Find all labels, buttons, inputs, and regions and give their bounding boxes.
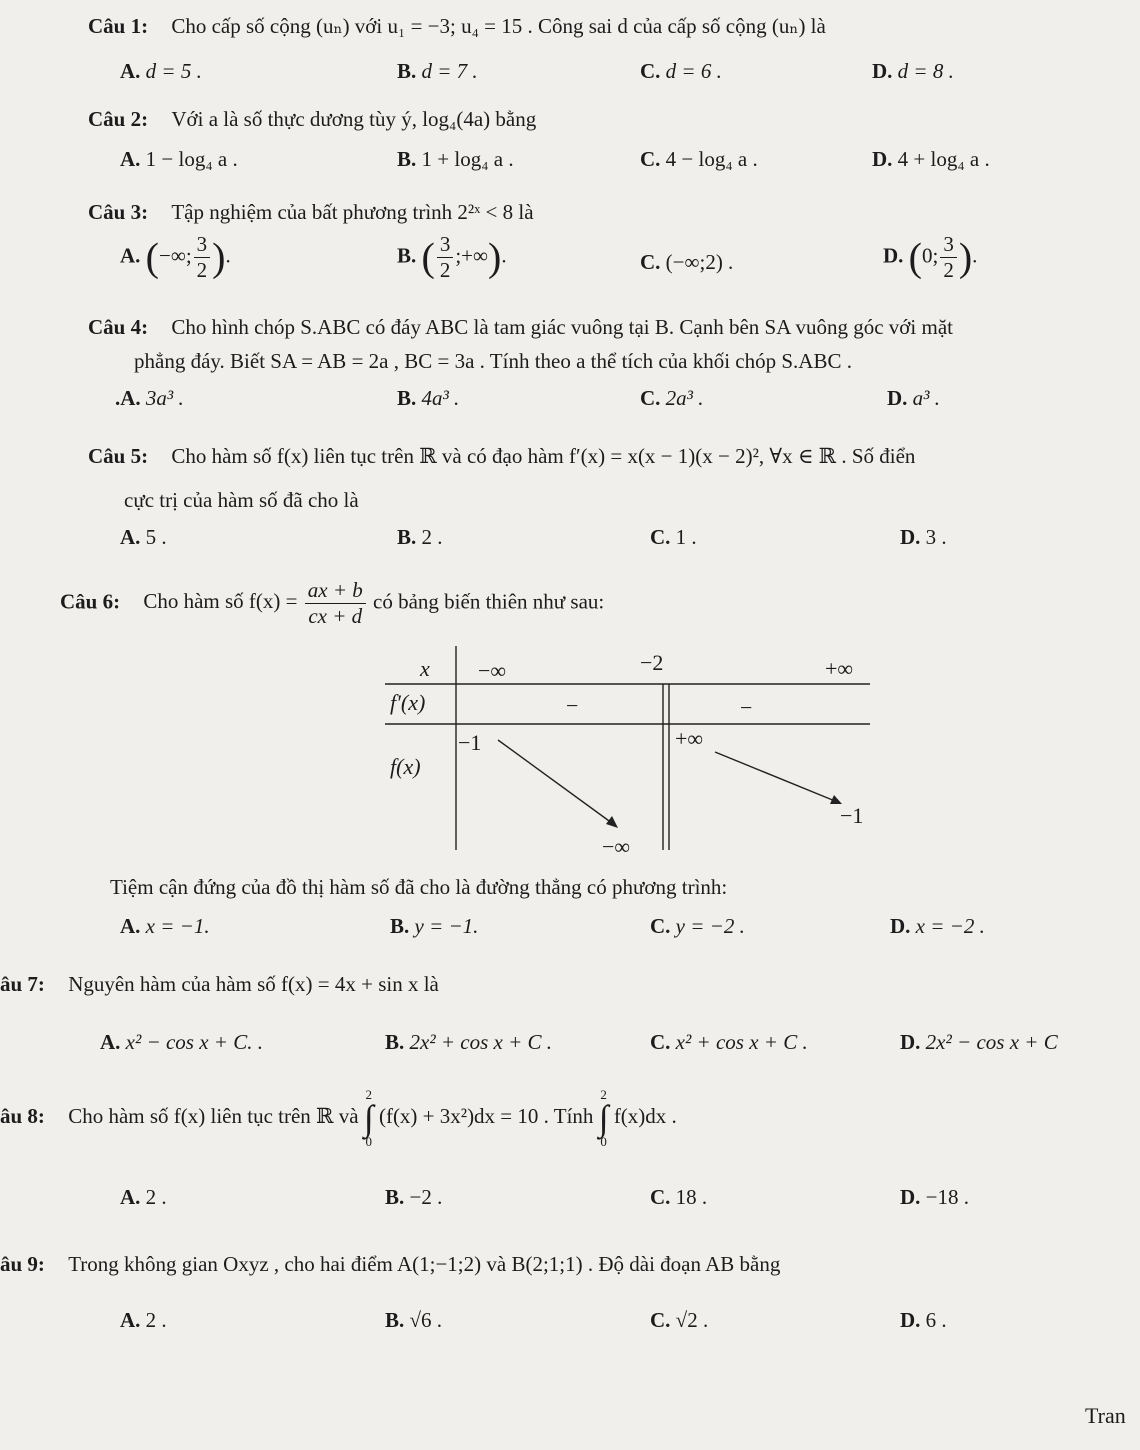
q5-option-a[interactable]: A. 5 .: [120, 525, 167, 549]
bbt-x-label: x: [420, 656, 430, 681]
q2-text: Với a là số thực dương tùy ý, log₄(4a) bằng: [171, 107, 537, 131]
q6-option-d[interactable]: D. x = −2 .: [890, 914, 985, 938]
q5-line2: cực trị của hàm số đã cho là: [124, 488, 359, 512]
q8-option-a[interactable]: A. 2 .: [120, 1185, 167, 1209]
q9-text: Trong không gian Oxyz , cho hai điểm A(1;−1;2) và B(2;1;1) . Độ dài đoạn AB bằng: [68, 1252, 781, 1276]
q4-option-d[interactable]: D. a³ .: [887, 386, 940, 410]
bbt-f-right-bottom: −1: [840, 803, 864, 828]
q7-option-a[interactable]: A. x² − cos x + C. .: [100, 1030, 263, 1054]
page-footer-text: Tran: [1085, 1403, 1126, 1428]
q1-option-b[interactable]: B. d = 7 .: [397, 59, 478, 83]
integral-sign: 2 ∫ 0: [598, 1087, 609, 1150]
q6-label: Câu 6:: [60, 589, 121, 614]
variation-table-lines: [380, 638, 880, 858]
variation-table: [380, 638, 880, 858]
q6-option-b[interactable]: B. y = −1.: [390, 914, 479, 938]
q7-label: âu 7:: [0, 972, 45, 996]
q4-line2: phẳng đáy. Biết SA = AB = 2a , BC = 3a . Tính theo a thể tích của khối chóp S.ABC .: [134, 349, 852, 373]
q6-stem: Câu 6: Cho hàm số f(x) = $\frac{ax + b}{cx + d}$ có bảng biến thiên như sau:: [60, 578, 605, 628]
q8-stem: âu 8: Cho hàm số f(x) liên tục trên ℝ và 2 ∫ 0 (f(x) + 3x²)dx = 10 . Tính 2 ∫ 0 f(x)dx .: [0, 1087, 677, 1150]
q1-text: Cho cấp số cộng (uₙ) với u₁ = −3; u₄ = 15 . Công sai d của cấp số cộng (uₙ) là: [171, 14, 826, 38]
bbt-x-plus-inf: +∞: [825, 656, 854, 681]
q9-option-d[interactable]: D. 6 .: [900, 1308, 947, 1332]
q7-stem: [0, 970, 439, 998]
q1-option-c[interactable]: C. d = 6 .: [640, 59, 722, 83]
q3-stem: [88, 198, 534, 226]
bbt-f-left-bottom: −∞: [602, 834, 631, 859]
q1-option-d[interactable]: D. d = 8 .: [872, 59, 954, 83]
bbt-f-left-top: −1: [458, 730, 482, 755]
q7-option-c[interactable]: C. x² + cos x + C .: [650, 1030, 808, 1054]
q4-option-a[interactable]: .A. 3a³ .: [115, 386, 184, 410]
q3-option-c[interactable]: C. (−∞;2) .: [640, 250, 734, 274]
integral-sign: 2 ∫ 0: [363, 1087, 374, 1150]
q2-option-c[interactable]: C. 4 − log₄ a .: [640, 147, 758, 171]
q4-label: Câu 4:: [88, 315, 149, 339]
bbt-fprime-sign-right: −: [740, 695, 753, 720]
q6-line2: Tiệm cận đứng của đồ thị hàm số đã cho là đường thẳng có phương trình:: [110, 875, 728, 899]
bbt-f-right-top: +∞: [675, 726, 704, 751]
bbt-x-minus-2: −2: [640, 650, 664, 675]
q9-option-c[interactable]: C. √2 .: [650, 1308, 709, 1332]
q7-option-b[interactable]: B. 2x² + cos x + C .: [385, 1030, 553, 1054]
q1-option-a[interactable]: A. d = 5 .: [120, 59, 202, 83]
q8-label: âu 8:: [0, 1103, 45, 1128]
q2-option-d[interactable]: D. 4 + log₄ a .: [872, 147, 990, 171]
q3-option-a[interactable]: A. (−∞; $\frac{3}{2}$ ).: [120, 232, 231, 282]
bbt-fprime-sign-left: −: [566, 693, 579, 718]
q6-option-a[interactable]: A. x = −1.: [120, 914, 210, 938]
q8-option-d[interactable]: D. −18 .: [900, 1185, 970, 1209]
q5-option-c[interactable]: C. 1 .: [650, 525, 697, 549]
bbt-x-minus-inf: −∞: [478, 658, 507, 683]
q5-option-b[interactable]: B. 2 .: [397, 525, 443, 549]
q6-option-c[interactable]: C. y = −2 .: [650, 914, 745, 938]
q3-option-b[interactable]: B. ( $\frac{3}{2}$ ;+∞).: [397, 232, 507, 282]
q1-stem: [88, 12, 826, 40]
q7-text: Nguyên hàm của hàm số f(x) = 4x + sin x là: [68, 972, 439, 996]
q3-option-d[interactable]: D. (0; $\frac{3}{2}$ ).: [883, 232, 978, 282]
q2-option-b[interactable]: B. 1 + log₄ a .: [397, 147, 514, 171]
q3-label: Câu 3:: [88, 200, 149, 224]
q4-option-b[interactable]: B. 4a³ .: [397, 386, 460, 410]
q9-label: âu 9:: [0, 1252, 45, 1276]
q9-option-b[interactable]: B. √6 .: [385, 1308, 443, 1332]
q9-option-a[interactable]: A. 2 .: [120, 1308, 167, 1332]
q4-stem: [88, 313, 953, 341]
q7-option-d[interactable]: D. 2x² − cos x + C: [900, 1030, 1058, 1054]
q2-option-a[interactable]: A. 1 − log₄ a .: [120, 147, 238, 171]
bbt-f-label: f(x): [390, 754, 421, 779]
q4-line1: Cho hình chóp S.ABC có đáy ABC là tam giác vuông tại B. Cạnh bên SA vuông góc với mặt: [171, 315, 953, 339]
q8-option-c[interactable]: C. 18 .: [650, 1185, 708, 1209]
q2-stem: [88, 105, 536, 133]
q4-option-c[interactable]: C. 2a³ .: [640, 386, 704, 410]
q9-stem: [0, 1250, 780, 1278]
bbt-fprime-label: f′(x): [390, 690, 426, 715]
q5-line1: Cho hàm số f(x) liên tục trên ℝ và có đạo hàm f′(x) = x(x − 1)(x − 2)², ∀x ∈ ℝ . Số điển: [171, 444, 916, 468]
q3-text: Tập nghiệm của bất phương trình 2²ˣ < 8 là: [171, 200, 534, 224]
q5-option-d[interactable]: D. 3 .: [900, 525, 947, 549]
q5-label: Câu 5:: [88, 444, 149, 468]
q1-label: Câu 1:: [88, 14, 149, 38]
q8-option-b[interactable]: B. −2 .: [385, 1185, 443, 1209]
q2-label: Câu 2:: [88, 107, 149, 131]
q5-stem: [88, 442, 915, 470]
